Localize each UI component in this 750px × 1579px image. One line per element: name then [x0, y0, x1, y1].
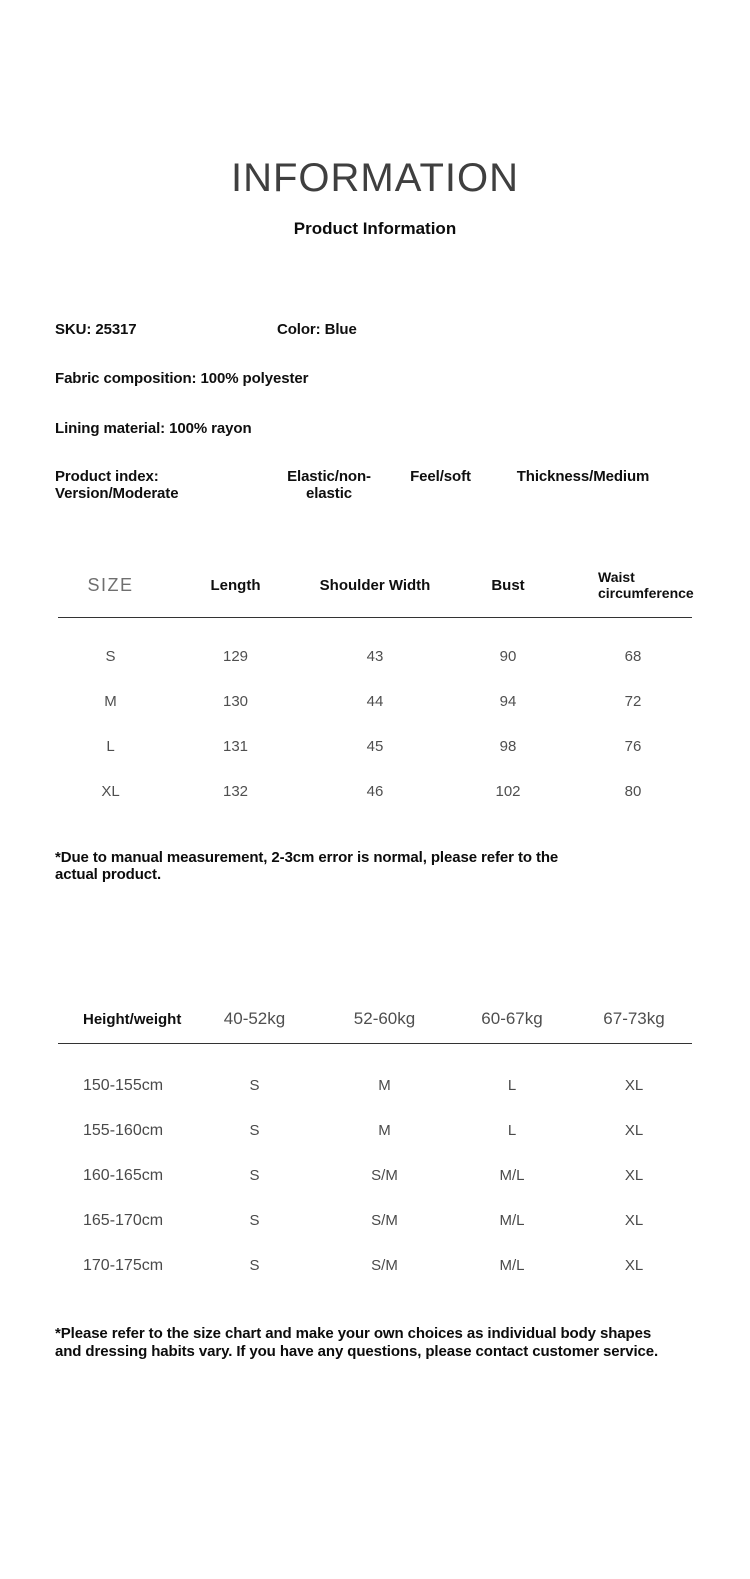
- cell-recommended-size: XL: [624, 1077, 644, 1095]
- cell-recommended-size: XL: [624, 1212, 644, 1230]
- cell-recommended-size: L: [507, 1122, 517, 1140]
- col-weight-4: 67-73kg: [603, 1009, 665, 1029]
- cell-size: L: [106, 737, 115, 755]
- cell-shoulder: 44: [366, 692, 384, 710]
- cell-recommended-size: S: [249, 1122, 260, 1140]
- cell-height-range: 150-155cm: [83, 1076, 164, 1094]
- cell-waist: 72: [624, 692, 642, 710]
- table-row: [58, 1153, 692, 1198]
- cell-height-range: 160-165cm: [83, 1166, 164, 1184]
- product-index-row: [55, 468, 750, 503]
- cell-recommended-size: M: [378, 1122, 391, 1140]
- cell-recommended-size: M/L: [499, 1212, 525, 1230]
- col-length: Length: [210, 577, 261, 594]
- cell-shoulder: 45: [366, 737, 384, 755]
- table-row: [58, 769, 692, 814]
- table-row: [58, 1198, 692, 1243]
- cell-size: S: [105, 647, 116, 665]
- cell-bust: 90: [499, 647, 517, 665]
- cell-recommended-size: S/M: [371, 1167, 398, 1185]
- cell-recommended-size: XL: [624, 1122, 644, 1140]
- cell-recommended-size: M/L: [499, 1257, 525, 1275]
- size-measurement-table: [58, 555, 692, 814]
- col-weight-3: 60-67kg: [481, 1009, 543, 1029]
- page-title: INFORMATION: [230, 156, 519, 200]
- cell-waist: 68: [624, 647, 642, 665]
- table-row: [58, 1243, 692, 1288]
- index-item-version: Product index: Version/Moderate: [55, 468, 179, 503]
- cell-recommended-size: S/M: [371, 1257, 398, 1275]
- cell-recommended-size: XL: [624, 1257, 644, 1275]
- cell-recommended-size: S/M: [371, 1212, 398, 1230]
- measurement-note: *Due to manual measurement, 2-3cm error is normal, please refer to the actual product.: [55, 848, 559, 883]
- cell-size: M: [104, 692, 117, 710]
- cell-height-range: 165-170cm: [83, 1211, 164, 1229]
- col-weight-1: 40-52kg: [223, 1009, 286, 1029]
- cell-recommended-size: M: [378, 1077, 391, 1095]
- cell-recommended-size: S: [249, 1077, 260, 1095]
- cell-bust: 94: [499, 692, 517, 710]
- cell-bust: 102: [495, 782, 521, 800]
- fit-table-body: [58, 1044, 692, 1288]
- cell-recommended-size: L: [507, 1077, 517, 1095]
- cell-waist: 76: [624, 737, 642, 755]
- col-waist-circumference: Waist circumference: [598, 569, 694, 601]
- cell-size: XL: [101, 782, 120, 800]
- size-chart-note: *Please refer to the size chart and make your own choices as individual body shapes and dressing habits vary. If you have any questions, please contact customer service.: [55, 1325, 659, 1360]
- size-table-body: [58, 618, 692, 814]
- height-weight-table: [58, 995, 692, 1288]
- col-bust: Bust: [491, 577, 525, 594]
- cell-length: 132: [222, 782, 249, 800]
- cell-shoulder: 43: [366, 647, 384, 665]
- cell-height-range: 170-175cm: [83, 1256, 164, 1274]
- table-row: [58, 679, 692, 724]
- col-size: SIZE: [87, 575, 134, 595]
- col-height-weight: Height/weight: [83, 1010, 182, 1028]
- cell-length: 131: [222, 737, 249, 755]
- table-row: [58, 1063, 692, 1108]
- table-row: [58, 724, 692, 769]
- cell-recommended-size: S: [249, 1212, 260, 1230]
- cell-shoulder: 46: [366, 782, 384, 800]
- table-row: [58, 1108, 692, 1153]
- sku-value: SKU: 25317: [55, 321, 137, 338]
- cell-recommended-size: XL: [624, 1167, 644, 1185]
- cell-recommended-size: S: [249, 1167, 260, 1185]
- fit-table-header: [58, 995, 692, 1044]
- index-item-thickness: Thickness/Medium: [516, 468, 650, 485]
- cell-recommended-size: S: [249, 1257, 260, 1275]
- cell-height-range: 155-160cm: [83, 1121, 164, 1139]
- cell-bust: 98: [499, 737, 517, 755]
- col-shoulder-width: Shoulder Width: [319, 577, 431, 594]
- index-item-feel: Feel/soft: [410, 468, 471, 485]
- col-weight-2: 52-60kg: [353, 1009, 416, 1029]
- color-value: Color: Blue: [277, 321, 357, 338]
- table-row: [58, 634, 692, 679]
- sku-color-row: [55, 321, 750, 338]
- cell-waist: 80: [624, 782, 642, 800]
- size-table-header: [58, 555, 692, 618]
- fabric-composition: Fabric composition: 100% polyester: [55, 370, 309, 387]
- cell-length: 129: [222, 647, 249, 665]
- cell-recommended-size: M/L: [499, 1167, 525, 1185]
- lining-material: Lining material: 100% rayon: [55, 420, 252, 437]
- cell-length: 130: [222, 692, 249, 710]
- page-subtitle: Product Information: [293, 219, 457, 238]
- index-item-elastic: Elastic/non-elastic: [287, 468, 371, 503]
